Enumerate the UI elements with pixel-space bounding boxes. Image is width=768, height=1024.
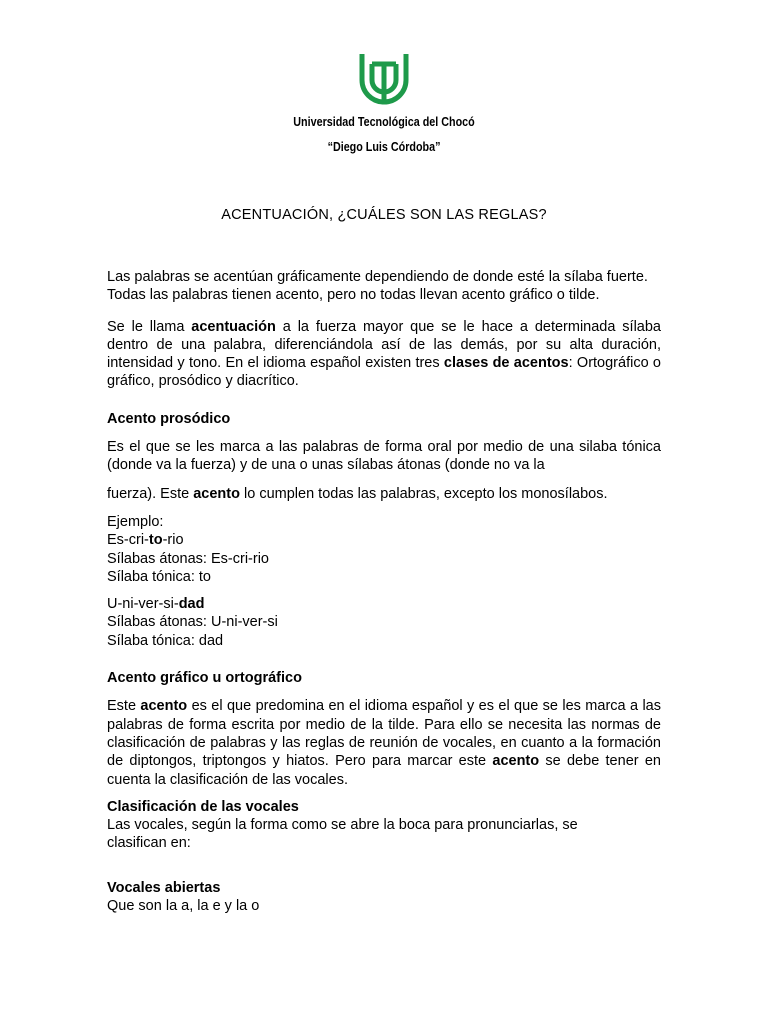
graphic-paragraph: Este acento es el que predomina en el idioma español y es el que se les marca a las palabras de forma escrita por medio de la tilde. Para ello se necesita las normas de clasificación de palabras y las reglas de reunión de vocales, en cuanto a la formación de diptongos, triptongos y hiatos. Pero para marcar este acento se debe tener en cuenta la clasificación de las vocales. (107, 698, 661, 788)
intro-line-2: Todas las palabras tienen acento, pero no todas llevan acento gráfico o tilde. (107, 287, 600, 304)
example-2-tonica: Sílaba tónica: dad (107, 632, 224, 649)
term-acentuacion: acentuación (191, 318, 276, 335)
term-clases-de-acentos: clases de acentos (443, 355, 569, 372)
open-vowels-text: Que son la a, la e y la o (107, 898, 260, 915)
document-title: ACENTUACIÓN, ¿CUÁLES SON LAS REGLAS? (221, 207, 547, 223)
section-heading-open-vowels: Vocales abiertas (107, 879, 221, 896)
section-heading-prosodic: Acento prosódico (107, 410, 231, 427)
example-1-tonica: Sílaba tónica: to (107, 568, 211, 585)
university-name: Universidad Tecnológica del Chocó (293, 115, 475, 129)
document-body (107, 268, 661, 915)
prosodic-paragraph-2: fuerza). Este acento lo cumplen todas las palabras, excepto los monosílabos. (107, 485, 608, 502)
example-1-word: Es-cri-to-rio (107, 532, 184, 549)
university-subtitle: “Diego Luis Córdoba” (327, 140, 441, 154)
section-heading-vowels: Clasificación de las vocales (107, 798, 299, 815)
university-logo (356, 46, 412, 108)
example-label: Ejemplo: (107, 513, 164, 530)
intro-line-1: Las palabras se acentúan gráficamente dependiendo de donde esté la sílaba fuerte. (107, 269, 648, 285)
prosodic-paragraph-1: Es el que se les marca a las palabras de forma oral por medio de una silaba tónica (donde va la fuerza) y de una o unas sílabas átonas (donde no va la (107, 439, 661, 474)
vowels-paragraph: Las vocales, según la forma como se abre la boca para pronunciarlas, se clasifican en: (107, 817, 578, 852)
section-heading-graphic: Acento gráfico u ortográfico (107, 670, 302, 687)
definition-paragraph: Se le llama acentuación a la fuerza mayor que se le hace a determinada sílaba dentro de una palabra, diferenciándola así de las demás, por su alta duración, intensidad y tono. En el idioma español existen tres clases de acentos: Ortográfico o gráfico, prosódico y diacrítico. (107, 318, 661, 390)
example-2-atonas: Sílabas átonas: U-ni-ver-si (107, 614, 278, 631)
example-2-word: U-ni-ver-si-dad (107, 596, 205, 613)
example-1-atonas: Sílabas átonas: Es-cri-rio (107, 550, 269, 567)
